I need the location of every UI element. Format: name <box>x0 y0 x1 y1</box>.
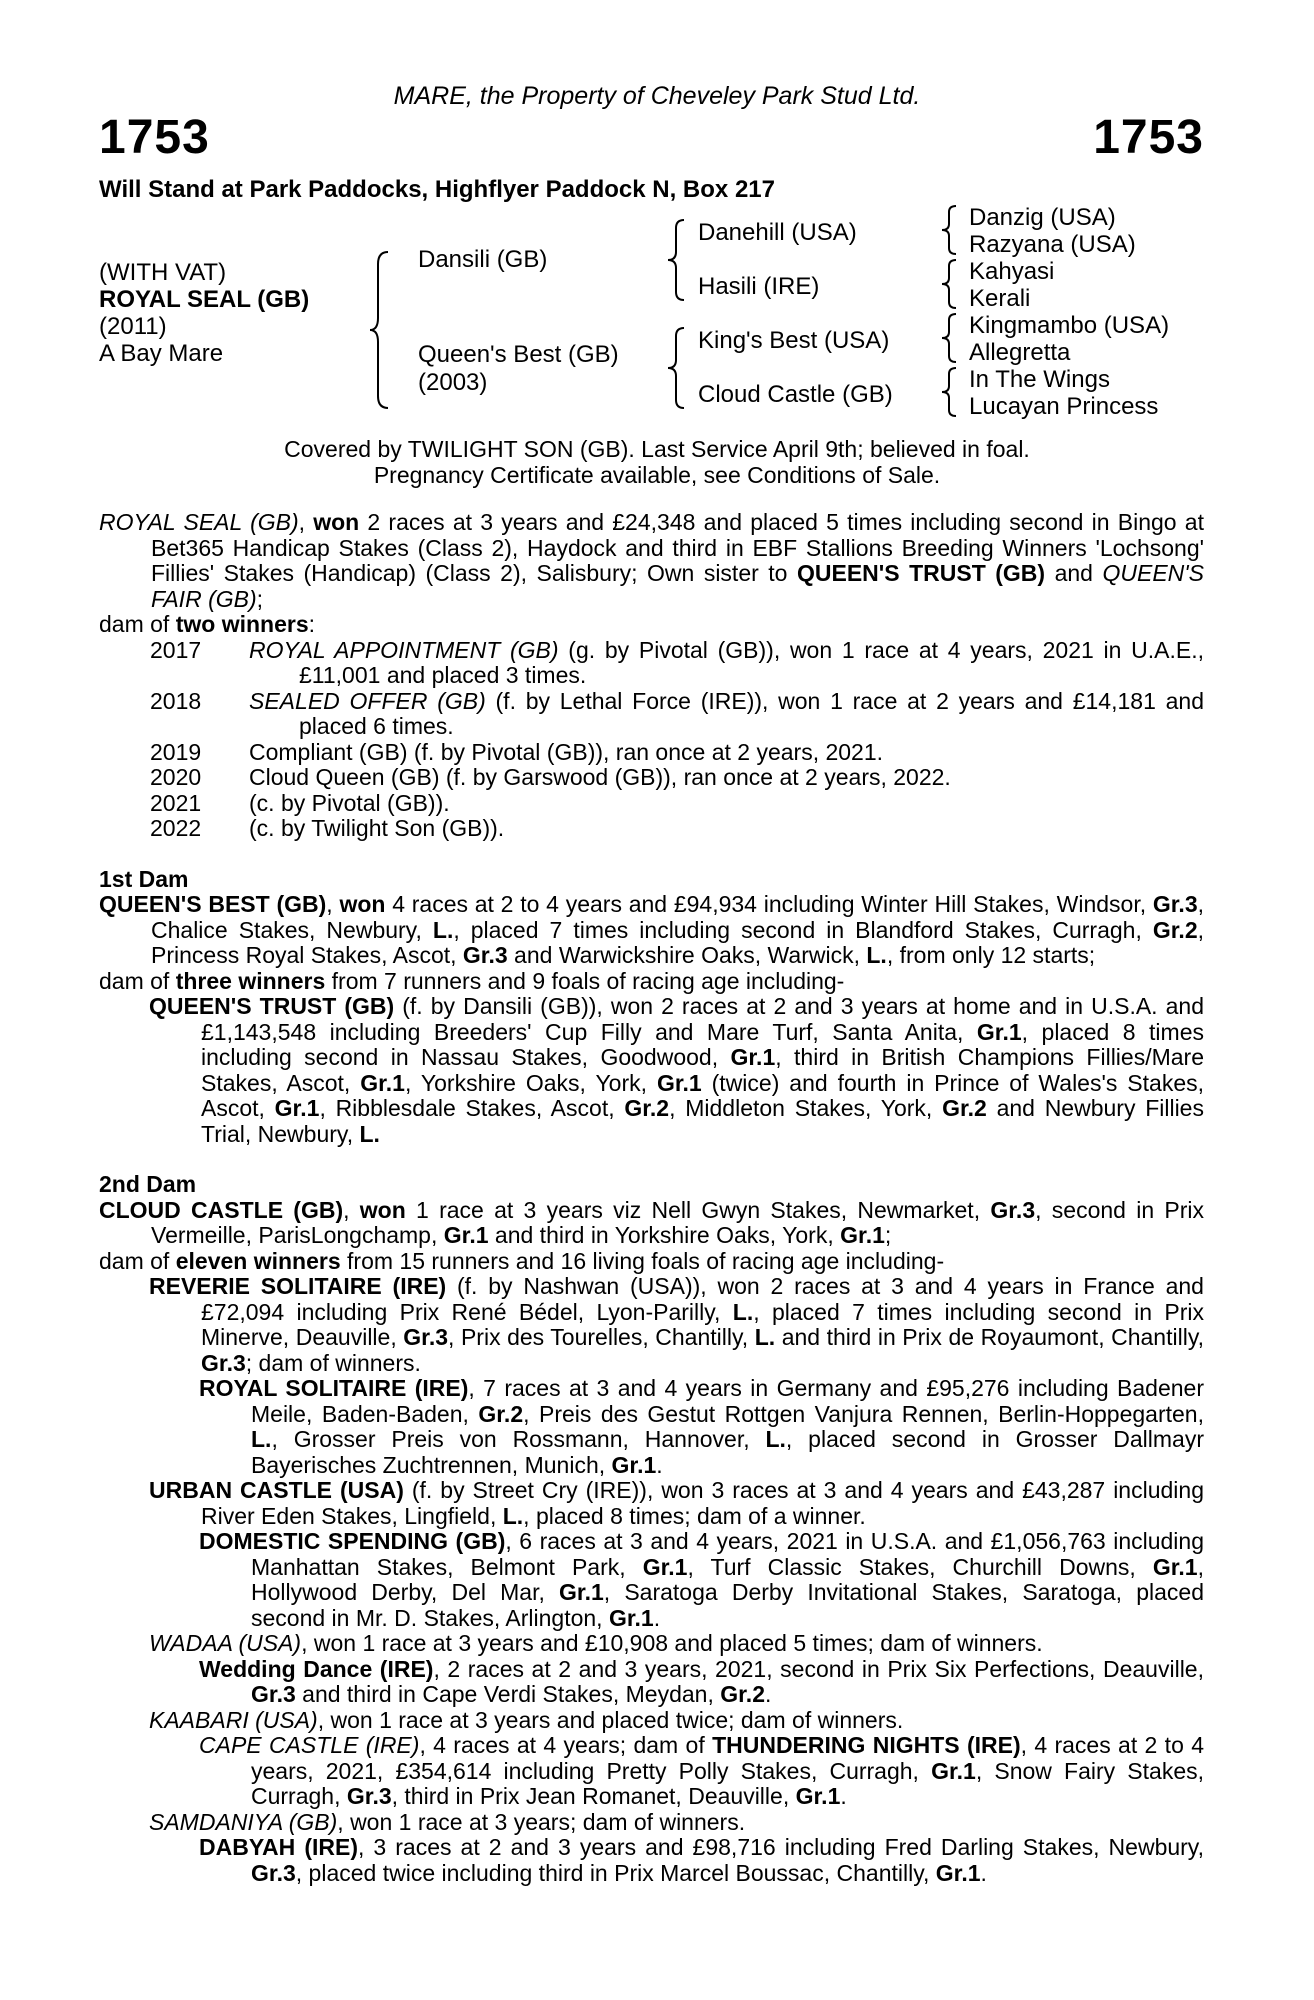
produce-row: 2018 SEALED OFFER (GB) (f. by Lethal Force (IRE)), won 1 race at 2 years and £14,181 and placed 6 times. <box>150 687 1204 739</box>
ggp-1: Danzig (USA) <box>969 204 1116 231</box>
produce-row: 2017 ROYAL APPOINTMENT (GB) (g. by Pivotal (GB)), won 1 race at 4 years, 2021 in U.A.E., £11,001 and placed 3 times. <box>150 636 1204 688</box>
second-dam-grandproduce: DABYAH (IRE), 3 races at 2 and 3 years and £98,716 including Fred Darling Stakes, Newbury, Gr.3, placed twice including third in Prix Marcel Boussac, Chantilly, Gr.1. <box>199 1834 1204 1886</box>
sire-sire: Danehill (USA) <box>698 219 857 246</box>
mare-record: ROYAL SEAL (GB), won 2 races at 3 years and £24,348 and placed 5 times including second in Bingo at Bet365 Handicap Stakes (Class 2), Haydock and third in EBF Stallions Breeding Winners 'Lochsong' Fillies' Stakes (Handicap) (Class 2), Salisbury; Own sister to QUEEN'S TRUST (GB) and QUEEN'S FAIR (GB); <box>99 509 1205 612</box>
ggp-3: Kahyasi <box>969 258 1055 285</box>
brace-ggp-3 <box>942 312 960 364</box>
second-dam-dam-of: dam of eleven winners from 15 runners and 16 living foals of racing age including- <box>99 1247 945 1274</box>
second-dam-grandproduce: Wedding Dance (IRE), 2 races at 2 and 3 years, 2021, second in Prix Six Perfections, Deauville, Gr.3 and third in Cape Verdi Stakes, Meydan, Gr.2. <box>199 1655 1204 1707</box>
mare-dam-of: dam of two winners: <box>99 611 316 637</box>
sire-dam: Hasili (IRE) <box>698 273 820 300</box>
second-dam-produce: REVERIE SOLITAIRE (IRE) (f. by Nashwan (USA)), won 2 races at 3 and 4 years in France and £72,094 including Prix René Bédel, Lyon-Parilly, L., placed 7 times including second in Prix Minerve, Deauville, Gr.3, Prix des Tourelles, Chantilly, L. and third in Prix de Royaumont, Chantilly, Gr.3; dam of winners. <box>149 1273 1205 1376</box>
horse-year: (2011) <box>99 313 167 340</box>
second-dam-produce: WADAA (USA), won 1 race at 3 years and £10,908 and placed 5 times; dam of winners. <box>149 1630 1043 1656</box>
second-dam-heading: 2nd Dam <box>99 1171 197 1197</box>
brace-sire-dam <box>370 250 400 410</box>
brace-ggp-2 <box>942 258 960 310</box>
dam-dam: Cloud Castle (GB) <box>698 381 893 408</box>
first-dam-dam-of: dam of three winners from 7 runners and 9 foals of racing age including- <box>99 967 845 994</box>
first-dam-produce: QUEEN'S TRUST (GB) (f. by Dansili (GB)), won 2 races at 2 and 3 years at home and in U.S.A. and £1,143,548 including Breeders' Cup Filly and Mare Turf, Santa Anita, Gr.1, placed 8 times including second in Nassau Stakes, Goodwood, Gr.1, third in British Champions Fillies/Mare Stakes, Ascot, Gr.1, Yorkshire Oaks, York, Gr.1 (twice) and fourth in Prince of Wales's Stakes, Ascot, Gr.1, Ribblesdale Stakes, Ascot, Gr.2, Middleton Stakes, York, Gr.2 and Newbury Fillies Trial, Newbury, L. <box>149 993 1205 1147</box>
ggp-2: Razyana (USA) <box>969 231 1136 258</box>
second-dam-produce: SAMDANIYA (GB), won 1 race at 3 years; dam of winners. <box>149 1808 746 1835</box>
brace-dam-line <box>668 326 690 410</box>
produce-row: 2020 Cloud Queen (GB) (f. by Garswood (GB)), ran once at 2 years, 2022. <box>150 764 951 790</box>
second-dam-grandproduce: ROYAL SOLITAIRE (IRE), 7 races at 3 and 4 years in Germany and £95,276 including Badener Meile, Baden-Baden, Gr.2, Preis des Gestut Rottgen Vanjura Rennen, Berlin-Hoppegarten, L., Grosser Preis von Rossmann, Hannover, L., placed second in Grosser Dallmayr Bayerisches Zuchtrennen, Munich, Gr.1. <box>199 1375 1204 1478</box>
brace-ggp-4 <box>942 366 960 418</box>
sire: Dansili (GB) <box>418 246 548 273</box>
brace-ggp-1 <box>942 204 960 256</box>
dam-sire: King's Best (USA) <box>698 327 890 354</box>
ggp-7: In The Wings <box>969 366 1110 393</box>
lot-number-left: 1753 <box>99 111 210 164</box>
horse-name: ROYAL SEAL (GB) <box>99 286 310 313</box>
produce-row: 2019 Compliant (GB) (f. by Pivotal (GB)), ran once at 2 years, 2021. <box>150 738 884 765</box>
dam-year: (2003) <box>418 369 488 396</box>
stand-location: Will Stand at Park Paddocks, Highflyer Paddock N, Box 217 <box>99 176 775 203</box>
first-dam-record: QUEEN'S BEST (GB), won 4 races at 2 to 4 years and £94,934 including Winter Hill Stakes, Windsor, Gr.3, Chalice Stakes, Newbury, L., placed 7 times including second in Blandford Stakes, Curragh, Gr.2, Princess Royal Stakes, Ascot, Gr.3 and Warwickshire Oaks, Warwick, L., from only 12 starts; <box>99 891 1205 968</box>
first-dam-heading: 1st Dam <box>99 865 189 892</box>
produce-list <box>99 638 1204 842</box>
covered-note <box>0 436 1314 488</box>
covered-line-1: Covered by TWILIGHT SON (GB). Last Service April 9th; believed in foal. <box>284 436 1030 462</box>
second-dam-produce: URBAN CASTLE (USA) (f. by Street Cry (IRE)), won 3 races at 3 and 4 years and £43,287 including River Eden Stakes, Lingfield, L., placed 8 times; dam of a winner. <box>149 1477 1204 1529</box>
dam: Queen's Best (GB) <box>418 341 619 368</box>
vat-label: (WITH VAT) <box>99 259 227 286</box>
horse-description: A Bay Mare <box>99 340 224 367</box>
produce-row: 2021 (c. by Pivotal (GB)). <box>150 789 450 816</box>
second-dam-grandproduce: CAPE CASTLE (IRE), 4 races at 4 years; dam of THUNDERING NIGHTS (IRE), 4 races at 2 to 4 years, 2021, £354,614 including Pretty Polly Stakes, Curragh, Gr.1, Snow Fairy Stakes, Curragh, Gr.3, third in Prix Jean Romanet, Deauville, Gr.1. <box>199 1732 1204 1809</box>
ggp-5: Kingmambo (USA) <box>969 312 1170 339</box>
second-dam-grandproduce: DOMESTIC SPENDING (GB), 6 races at 3 and 4 years, 2021 in U.S.A. and £1,056,763 including Manhattan Stakes, Belmont Park, Gr.1, Turf Classic Stakes, Churchill Downs, Gr.1, Hollywood Derby, Del Mar, Gr.1, Saratoga Derby Invitational Stakes, Saratoga, placed second in Mr. D. Stakes, Arlington, Gr.1. <box>199 1528 1205 1631</box>
lot-number-right: 1753 <box>1093 111 1204 164</box>
brace-sire-line <box>668 218 690 302</box>
covered-line-2: Pregnancy Certificate available, see Conditions of Sale. <box>373 462 941 488</box>
second-dam-produce: KAABARI (USA), won 1 race at 3 years and placed twice; dam of winners. <box>149 1706 904 1733</box>
second-dam-record: CLOUD CASTLE (GB), won 1 race at 3 years viz Nell Gwyn Stakes, Newmarket, Gr.3, second in Prix Vermeille, ParisLongchamp, Gr.1 and third in Yorkshire Oaks, York, Gr.1; <box>99 1196 1204 1248</box>
produce-row: 2022 (c. by Twilight Son (GB)). <box>150 815 505 841</box>
ggp-6: Allegretta <box>969 339 1071 366</box>
ggp-8: Lucayan Princess <box>969 393 1159 420</box>
race-record <box>99 510 1204 1886</box>
property-line: MARE, the Property of Cheveley Park Stud Ltd. <box>393 82 921 110</box>
ggp-4: Kerali <box>969 285 1031 312</box>
